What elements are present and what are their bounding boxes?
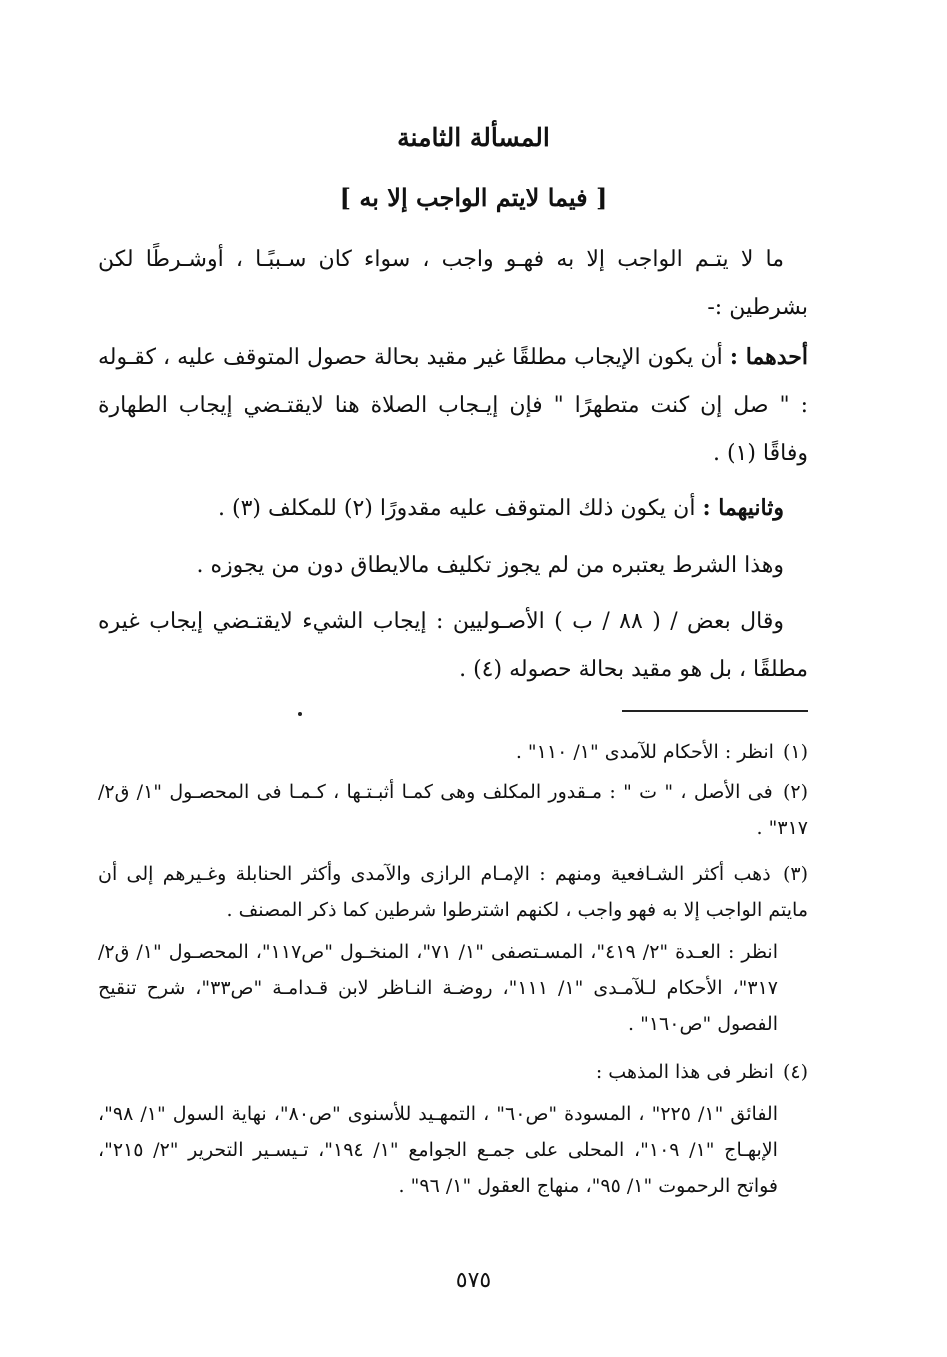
first-condition-text: أن يكون الإيجاب مطلقًا غير مقيد بحالة حصول المتوقف عليه ، كقـوله : " صل إن كنت متطهرًا " فإن إيـجاب الصلاة هنا لايقتـضي إيجاب الطهارة وفاقًا (١) . xyxy=(98,345,808,466)
other-view-text: وقال بعض / ( ٨٨ / ب ) الأصـوليين : إيجاب الشيء لايقتـضي إيجاب غيره مطلقًا ، بل هو مقيد بحالة حصوله (٤) . xyxy=(98,609,808,682)
footnote-1-number: (١) xyxy=(782,741,808,763)
section-subtitle: [ فيما لايتم الواجب إلا به ] xyxy=(339,183,608,212)
paragraph-intro-text: ما لا يتـم الواجب إلا به فهـو واجب ، سواء كان سـببًـا ، أوشـرطًا لكن بشرطين :- xyxy=(98,247,808,320)
footnote-3-number: (٣) xyxy=(782,863,808,885)
footnote-3-references: انظر : العـدة "٢/ ٤١٩"، المسـتصفى "١/ ٧١"، المنخـول "ص١١٧"، المحصـول "١/ ق٢/ ٣١٧"، الأحكام لـلآمـدى "١/ ١١١"، روضـة النـاظر لابن قـدامـة "ص٣٣"، شرح تنقيح الفصول "ص١٦٠" . xyxy=(98,941,779,1035)
footnote-2-number: (٢) xyxy=(782,781,808,803)
footnote-4-number: (٤) xyxy=(782,1061,808,1083)
footnote-3-text: ذهب أكثر الشـافعية ومنهم : الإمـام الرازى والآمدى وأكثر الحنابلة وغـيرهم إلى أن مايتم الواجب إلا به فهو واجب ، لكنهم اشترطوا شرطين كما ذكر المصنف . xyxy=(98,863,808,921)
footnote-4 xyxy=(98,1054,808,1090)
footnote-divider xyxy=(622,710,808,712)
footnote-2-text: فى الأصل ، " ت " : مـقدور المكلف وهى كمـا أثبـتـها ، كـمـا فى المحصـول "١/ ق٢/ ٣١٧" . xyxy=(98,781,808,839)
footnote-1 xyxy=(98,734,808,770)
paragraph-first-condition xyxy=(98,333,808,478)
paragraph-other-view xyxy=(98,598,808,694)
print-speck xyxy=(298,712,302,716)
paragraph-second-condition xyxy=(98,484,808,533)
section-title: المسألة الثامنة xyxy=(397,123,550,152)
footnote-1-text: انظر : الأحكام للآمدى "١/ ١١٠" . xyxy=(515,741,774,763)
footnote-3 xyxy=(98,856,808,928)
second-condition-label: وثانيهما : xyxy=(702,495,784,521)
footnote-4-text: انظر فى هذا المذهب : xyxy=(595,1061,774,1083)
first-condition-label: أحدهما : xyxy=(729,344,808,370)
paragraph-condition-note xyxy=(98,542,808,590)
paragraph-intro xyxy=(98,236,808,332)
page-number: ٥٧٥ xyxy=(455,1268,492,1293)
footnote-4-references: الفائق "١/ ٢٢٥" ، المسودة "ص٦٠" ، التمهـيد للأسنوى "ص٨٠"، نهاية السول "١/ ٩٨"، الإبهـاج "١/ ١٠٩"، المحلى على جمـع الجوامع "١/ ١٩٤"، تـيسـير التحرير "٢/ ٢١٥"، فواتح الرحموت "١/ ٩٥"، منهاج العقول "١/ ٩٦" . xyxy=(98,1103,778,1197)
condition-note-text: وهذا الشرط يعتبره من لم يجوز تكليف مالايطاق دون من يجوزه . xyxy=(196,553,784,578)
footnote-2 xyxy=(98,774,808,846)
second-condition-text: أن يكون ذلك المتوقف عليه مقدورًا (٢) للمكلف (٣) . xyxy=(217,496,703,521)
